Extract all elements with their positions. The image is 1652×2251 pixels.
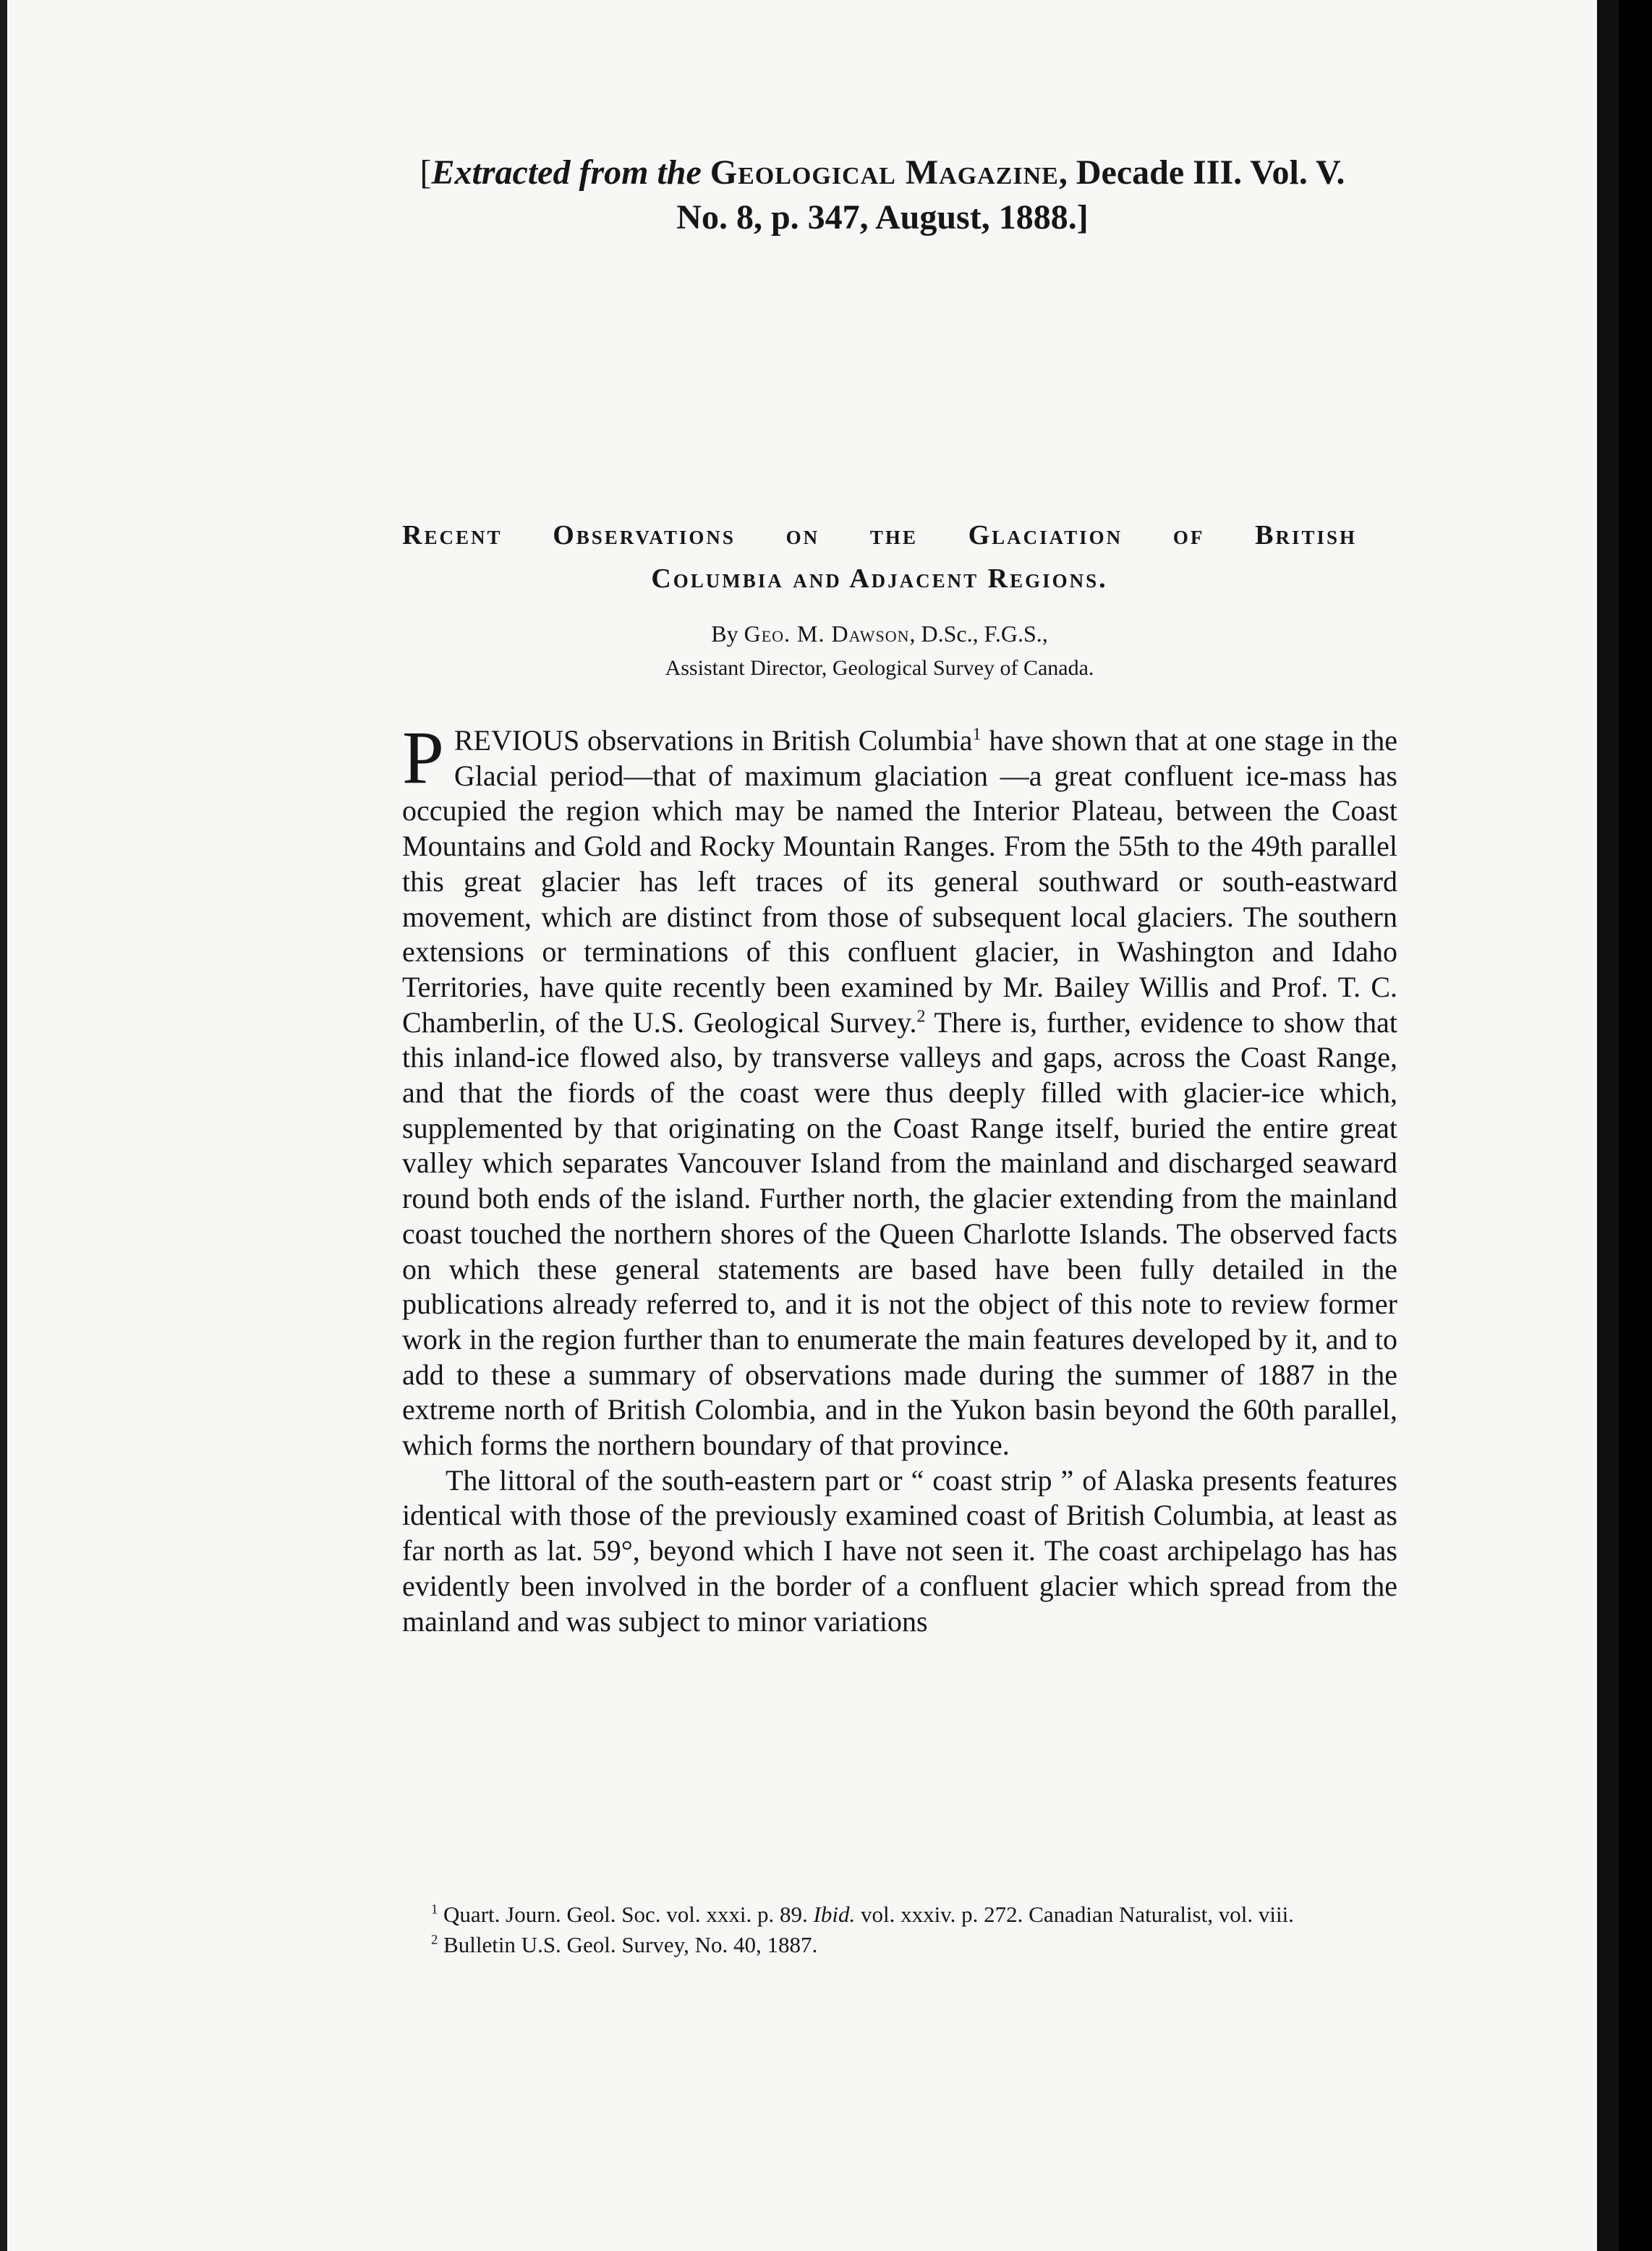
header-line-1	[376, 150, 1389, 195]
header-extracted: Extracted	[431, 153, 571, 192]
author-line	[402, 616, 1357, 651]
article-body	[402, 716, 1397, 1639]
header-bracket: [	[420, 153, 432, 192]
paragraph-1-part-b: have shown that at one stage in the Glacial period—that of maximum glaciation —a great confluent ice-mass has occupied the region which may be named the Interior Plateau, between the Coast Mountains and Gold and Rocky Mountain Ranges. From the 55th to the 49th parallel this great glacier has left traces of its general southward or south-eastward movement, which are distinct from those of subsequent local glaciers. The southern extensions or terminations of this confluent glacier, in Washington and Idaho Territories, have quite recently been examined by Mr. Bailey Willis and Prof. T. C. Chamberlin, of the U.S. Geological Survey.	[402, 724, 1397, 1039]
header-magazine: Geological Magazine	[710, 153, 1059, 192]
footnote-1-mark: 1	[431, 1902, 438, 1918]
author-byline	[402, 616, 1357, 686]
paragraph-1-part-c: There is, further, evidence to show that this inland-ice flowed also, by transverse valleys and gaps, across the Coast Range, and that the fiords of the coast were thus deeply filled with glacier-ice which, supplemented by that originating on the Coast Range itself, buried the entire great valley which separates Vancouver Island from the mainland and discharged seaward round both ends of the island. Further north, the glacier extending from the mainland coast touched the northern shores of the Queen Charlotte Islands. The observed facts on which these general statements are based have been fully detailed in the publications already referred to, and it is not the object of this note to review former work in the region further than to enumerate the main features developed by it, and to add to these a summary of observations made during the summer of 1887 in the extreme north of British Colombia, and in the Yukon basin beyond the 60th parallel, which forms the northern boundary of that province.	[402, 1005, 1397, 1462]
author-name: Geo. M. Dawson	[744, 621, 910, 647]
drop-cap: P	[402, 716, 444, 799]
paragraph-2: The littoral of the south-eastern part or “ coast strip ” of Alaska presents features identical with those of the previously examined coast of British Columbia, at least as far north as lat. 59°, beyond which I have not seen it. The coast archipelago has has evidently been involved in the border of a confluent glacier which spread from the mainland and was subject to minor variations	[402, 1463, 1397, 1638]
author-credentials: , D.Sc., F.G.S.,	[909, 621, 1048, 647]
paragraph-1	[402, 716, 1397, 1463]
footnote-ref-1: 1	[972, 725, 982, 744]
footnote-ref-2: 2	[916, 1007, 926, 1026]
footnote-1-text-a: Quart. Journ. Geol. Soc. vol. xxxi. p. 89.	[438, 1902, 814, 1927]
header-from: from	[579, 153, 649, 192]
paragraph-1-part-a: REVIOUS observations in British Columbia	[454, 724, 973, 757]
footnote-2	[402, 1930, 1397, 1960]
footnotes	[402, 1899, 1397, 1960]
title-line-2: Columbia and Adjacent Regions.	[651, 563, 1108, 594]
header-volume: , Decade III. Vol. V.	[1058, 153, 1345, 192]
footnote-1	[402, 1899, 1397, 1930]
extract-header	[376, 150, 1389, 240]
author-position: Assistant Director, Geological Survey of Canada.	[665, 656, 1094, 680]
scan-left-edge	[0, 0, 7, 2251]
footnote-1-text-b: vol. xxxiv. p. 272. Canadian Naturalist, vol. viii.	[855, 1902, 1294, 1927]
footnote-1-ibid: Ibid.	[813, 1902, 856, 1927]
footnote-2-mark: 2	[431, 1932, 438, 1948]
header-line-2: No. 8, p. 347, August, 1888.]	[676, 198, 1089, 237]
byline-by: By	[711, 621, 738, 647]
scan-right-border	[1597, 0, 1619, 2251]
header-the: the	[657, 153, 702, 192]
footnote-2-text: Bulletin U.S. Geol. Survey, No. 40, 1887.	[438, 1932, 818, 1957]
article-title	[402, 514, 1357, 600]
title-line-1: Recent Observations on the Glaciation of British	[402, 520, 1357, 550]
